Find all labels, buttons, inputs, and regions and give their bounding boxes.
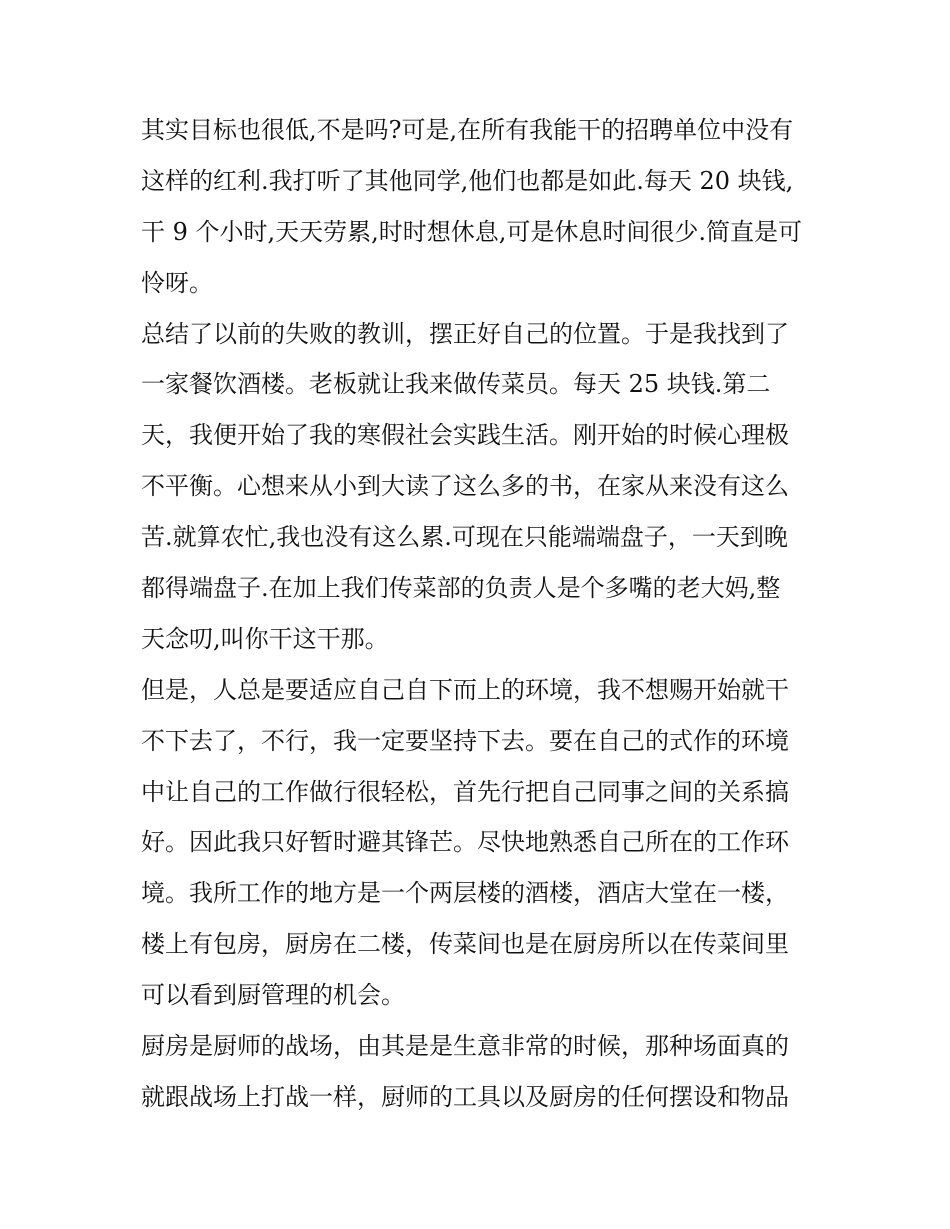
text-line-10: 都得端盘子.在加上我们传菜部的负责人是个多嘴的老大妈,整: [141, 574, 781, 603]
text-line-4: 怜呀。: [141, 268, 213, 297]
text-line-1: 其实目标也很低,不是吗?可是,在所有我能干的招聘单位中没有: [141, 116, 794, 144]
text-line-18: 可以看到厨管理的机会。: [141, 981, 405, 1010]
text-line-17: 楼上有包房，厨房在二楼，传菜间也是在厨房所以在传菜间里: [141, 930, 789, 959]
text-line-3: 干 9 个小时,天天劳累,时时想休息,可是休息时间很少.简直是可: [141, 217, 803, 246]
body-text: [141, 105, 821, 1123]
text-line-6: 一家餐饮酒楼。老板就让我来做传菜员。每天 25 块钱.第二: [141, 370, 771, 399]
text-line-19: 厨房是厨师的战场，由其是是生意非常的时候，那种场面真的: [141, 1032, 789, 1061]
text-line-15: 好。因此我只好暂时避其锋芒。尽快地熟悉自己所在的工作环: [141, 828, 789, 857]
text-line-2: 这样的红利.我打听了其他同学,他们也都是如此.每天 20 块钱,: [141, 166, 794, 195]
text-line-16: 境。我所工作的地方是一个两层楼的酒楼，酒店大堂在一楼，: [141, 879, 789, 908]
text-line-9: 苦.就算农忙,我也没有这么累.可现在只能端端盘子，一天到晚: [141, 523, 788, 552]
text-line-7: 天，我便开始了我的寒假社会实践生活。刚开始的时候心理极: [141, 421, 789, 450]
text-line-5: 总结了以前的失败的教训，摆正好自己的位置。于是我找到了: [141, 319, 789, 348]
text-line-13: 不下去了，不行，我一定要坚持下去。要在自己的式作的环境: [141, 726, 789, 755]
text-line-20: 就跟战场上打战一样，厨师的工具以及厨房的任何摆设和物品: [141, 1082, 789, 1111]
text-line-11: 天念叨,叫你干这干那。: [141, 624, 389, 653]
text-line-14: 中让自己的工作做行很轻松，首先行把自己同事之间的关系搞: [141, 777, 789, 806]
text-line-12: 但是，人总是要适应自己自下而上的环境，我不想赐开始就干: [141, 675, 789, 704]
text-line-8: 不平衡。心想来从小到大读了这么多的书，在家从来没有这么: [141, 472, 789, 501]
